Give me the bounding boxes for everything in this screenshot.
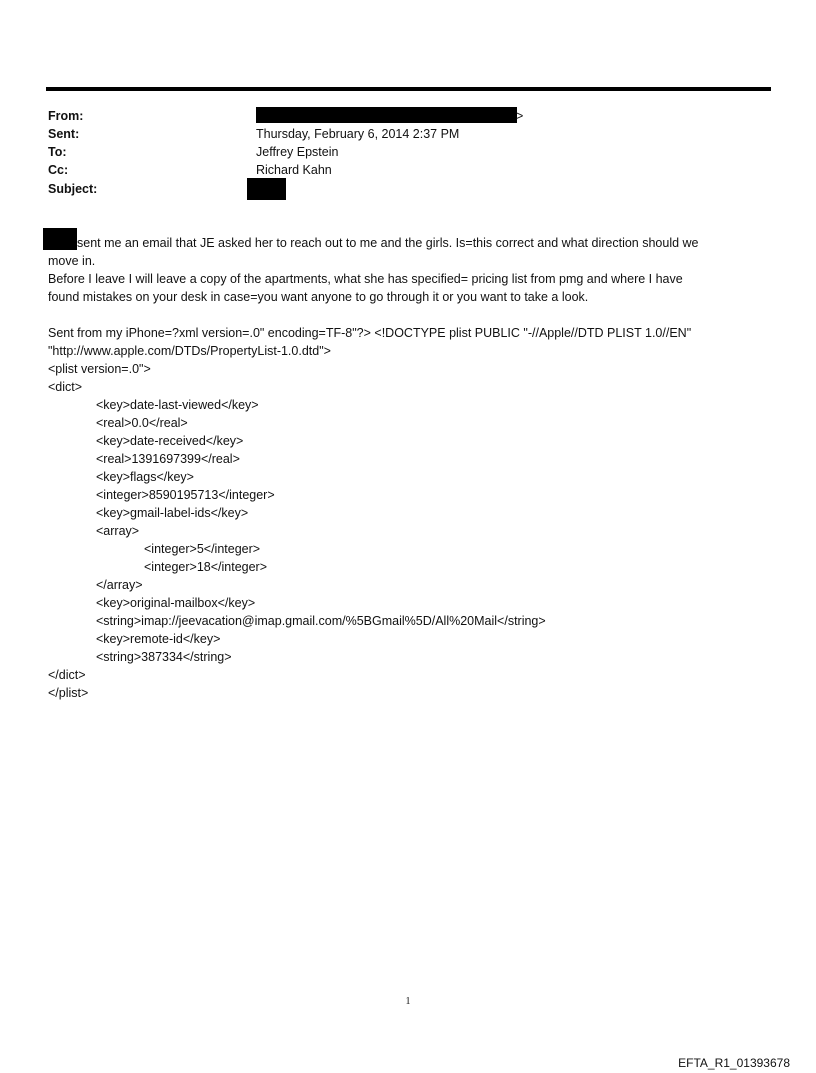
plist-open: <plist version=.0"> <box>48 362 151 376</box>
signature-line-2: "http://www.apple.com/DTDs/PropertyList-1.0.dtd"> <box>48 344 331 358</box>
body-paragraph-2-line-2: found mistakes on your desk in case=you want anyone to go through it or you want to take a look. <box>48 290 589 304</box>
subject-label: Subject: <box>48 182 98 196</box>
body-paragraph-1-line-2: move in. <box>48 254 96 268</box>
plist-key-date-last-viewed: <key>date-last-viewed</key> <box>96 398 259 412</box>
plist-array-open: <array> <box>96 524 140 538</box>
plist-array-item-1: <integer>5</integer> <box>144 542 261 556</box>
plist-key-remote-id: <key>remote-id</key> <box>96 632 221 646</box>
plist-value-date-received: <real>1391697399</real> <box>96 452 240 466</box>
to-label: To: <box>48 145 67 159</box>
plist-key-original-mailbox: <key>original-mailbox</key> <box>96 596 256 610</box>
plist-array-close: </array> <box>96 578 143 592</box>
page-number: 1 <box>405 996 411 1007</box>
from-label: From: <box>48 109 84 123</box>
plist-value-date-last-viewed: <real>0.0</real> <box>96 416 188 430</box>
from-value-suffix: > <box>516 109 524 123</box>
dict-close: </dict> <box>48 668 86 682</box>
plist-value-remote-id: <string>387334</string> <box>96 650 232 664</box>
plist-value-flags: <integer>8590195713</integer> <box>96 488 275 502</box>
subject-redaction <box>247 178 286 200</box>
sender-name-redaction <box>43 228 77 250</box>
plist-close: </plist> <box>48 686 89 700</box>
sent-label: Sent: <box>48 127 80 141</box>
header-rule <box>46 87 771 91</box>
plist-key-gmail-label-ids: <key>gmail-label-ids</key> <box>96 506 249 520</box>
cc-value: Richard Kahn <box>256 163 332 177</box>
to-value: Jeffrey Epstein <box>256 145 339 159</box>
from-redaction <box>256 107 517 123</box>
body-paragraph-1-line-1: sent me an email that JE asked her to reach out to me and the girls. Is=this correct and what direction should we <box>77 236 699 250</box>
dict-open: <dict> <box>48 380 83 394</box>
body-paragraph-2-line-1: Before I leave I will leave a copy of the apartments, what she has specified= pricing list from pmg and where I have <box>48 272 683 286</box>
cc-label: Cc: <box>48 163 69 177</box>
plist-array-item-2: <integer>18</integer> <box>144 560 268 574</box>
sent-value: Thursday, February 6, 2014 2:37 PM <box>256 127 460 141</box>
document-id: EFTA_R1_01393678 <box>678 1056 790 1070</box>
plist-key-flags: <key>flags</key> <box>96 470 194 484</box>
signature-line-1: Sent from my iPhone=?xml version=.0" encoding=TF-8"?> <!DOCTYPE plist PUBLIC "-//Apple//DTD PLIST 1.0//EN" <box>48 326 692 340</box>
plist-value-original-mailbox: <string>imap://jeevacation@imap.gmail.com/%5BGmail%5D/All%20Mail</string> <box>96 614 546 628</box>
plist-key-date-received: <key>date-received</key> <box>96 434 244 448</box>
